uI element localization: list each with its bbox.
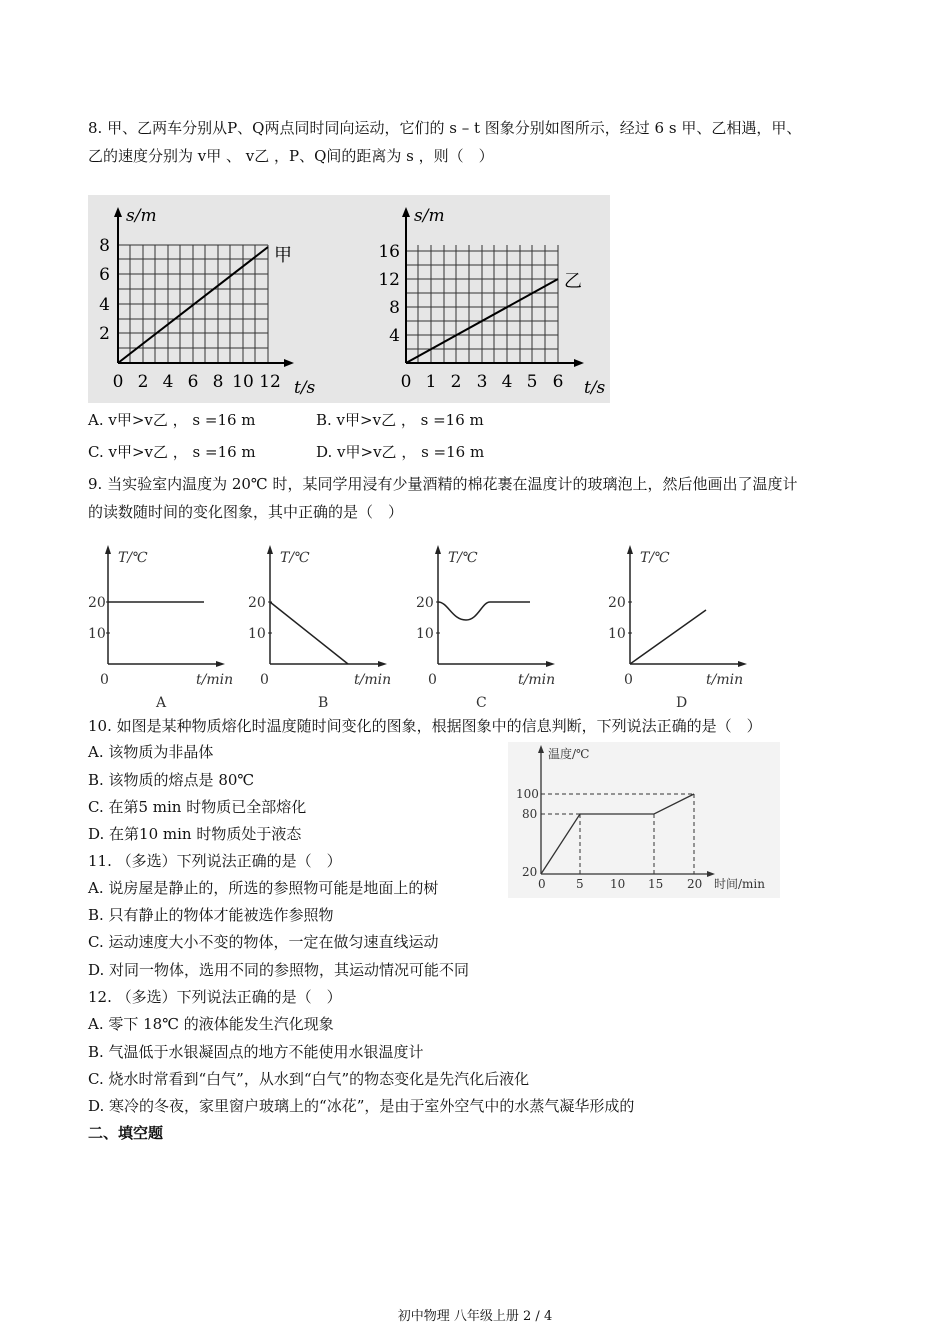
q8-left-ylabel: s/m	[126, 206, 157, 226]
q9-a-ylabel: T/℃	[118, 550, 148, 566]
q12-option-b: B. 气温低于水银凝固点的地方不能使用水银温度计	[88, 1043, 424, 1061]
q11-option-b: B. 只有静止的物体才能被选作参照物	[88, 906, 334, 924]
q11-option-d: D. 对同一物体，选用不同的参照物，其运动情况可能不同	[88, 961, 470, 979]
q9-temperature-graphs	[86, 542, 766, 712]
page-footer: 初中物理 八年级上册 2 / 4	[397, 1309, 553, 1324]
q10-stem: 10. 如图是某种物质熔化时温度随时间变化的图象，根据图象中的信息判断，下列说法正确的是（ ）	[88, 717, 762, 735]
q10-xtick: 0	[538, 877, 546, 891]
q9-c-ylabel: T/℃	[448, 550, 478, 566]
q9-c-ytick-20: 20	[416, 595, 434, 611]
q9-c-panel-label: C	[476, 695, 487, 711]
q9-d-panel-label: D	[676, 695, 688, 711]
q12-option-a: A. 零下 18℃ 的液体能发生汽化现象	[88, 1015, 334, 1033]
q10-melting-graph	[508, 742, 780, 898]
section-heading-fill-in: 二、填空题	[88, 1124, 164, 1142]
q8-option-d: D. v甲>v乙 ， s =16 m	[316, 443, 485, 461]
q10-xtick: 5	[576, 877, 584, 891]
q8-left-ytick: 6	[99, 265, 110, 285]
q8-right-ylabel: s/m	[414, 206, 445, 226]
q9-b-origin: 0	[260, 672, 269, 688]
q8-right-xtick: 3	[476, 372, 488, 392]
q9-a-panel-label: A	[156, 695, 167, 711]
q10-ytick: 100	[516, 787, 539, 801]
q10-xlabel: 时间/min	[714, 877, 765, 891]
q9-b-panel-label: B	[318, 695, 329, 711]
q8-left-xlabel: t/s	[294, 378, 316, 398]
q12-option-d: D. 寒冷的冬夜，家里窗户玻璃上的“冰花”，是由于室外空气中的水蒸气凝华形成的	[88, 1097, 635, 1115]
q9-c-xlabel: t/min	[518, 672, 556, 688]
q11-option-c: C. 运动速度大小不变的物体，一定在做匀速直线运动	[88, 933, 439, 951]
q10-xtick: 20	[687, 877, 703, 891]
q8-left-series-label: 甲	[274, 245, 292, 266]
q8-right-xtick: 6	[552, 372, 564, 392]
q10-xtick: 10	[610, 877, 626, 891]
q9-d-ytick-10: 10	[608, 626, 626, 642]
q10-option-a: A. 该物质为非晶体	[88, 743, 214, 761]
q8-right-xtick: 0	[400, 372, 412, 392]
q10-option-d: D. 在第10 min 时物质处于液态	[88, 825, 302, 843]
q10-ytick: 20	[522, 865, 538, 879]
q10-ylabel: 温度/℃	[548, 747, 590, 761]
q8-right-ytick: 4	[389, 326, 400, 346]
q8-st-graph-figure	[88, 195, 610, 403]
q8-left-xtick: 12	[259, 372, 281, 392]
q8-right-xtick: 2	[450, 372, 462, 392]
q8-right-ytick: 8	[389, 298, 400, 318]
q8-left-ytick: 4	[99, 295, 110, 315]
q8-right-xlabel: t/s	[584, 378, 606, 398]
q8-stem-line2: 乙的速度分别为 v甲 、 v乙 ，P、Q间的距离为 s ，则（ ）	[88, 147, 494, 165]
q9-c-ytick-10: 10	[416, 626, 434, 642]
q8-left-xtick: 6	[187, 372, 199, 392]
q10-ytick: 80	[522, 807, 538, 821]
q10-option-b: B. 该物质的熔点是 80℃	[88, 771, 255, 789]
q8-right-ytick: 16	[378, 242, 400, 262]
q8-left-ytick: 8	[99, 236, 110, 256]
q11-stem: 11. （多选）下列说法正确的是（ ）	[88, 852, 342, 870]
q12-option-c: C. 烧水时常看到“白气”，从水到“白气”的物态变化是先汽化后液化	[88, 1070, 530, 1088]
q9-a-ytick-20: 20	[88, 595, 106, 611]
q9-a-xlabel: t/min	[196, 672, 234, 688]
q8-option-a: A. v甲>v乙 ， s =16 m	[88, 411, 256, 429]
q8-stem-line1: 8. 甲、乙两车分别从P、Q两点同时同向运动，它们的 s – t 图象分别如图所示，经过 6 s 甲、乙相遇，甲、	[88, 119, 802, 137]
q8-right-xtick: 5	[526, 372, 538, 392]
q8-right-xtick: 1	[425, 372, 437, 392]
q8-left-xtick: 4	[162, 372, 174, 392]
q8-left-xtick: 8	[212, 372, 224, 392]
q9-stem-line1: 9. 当实验室内温度为 20℃ 时，某同学用浸有少量酒精的棉花裹在温度计的玻璃泡上，然后他画出了温度计	[88, 475, 798, 493]
q8-right-series-label: 乙	[564, 271, 582, 292]
q12-stem: 12. （多选）下列说法正确的是（ ）	[88, 988, 342, 1006]
q9-d-origin: 0	[624, 672, 633, 688]
q9-a-origin: 0	[100, 672, 109, 688]
q9-d-ylabel: T/℃	[640, 550, 670, 566]
q8-left-xtick: 2	[137, 372, 149, 392]
q9-stem-line2: 的读数随时间的变化图象，其中正确的是（ ）	[88, 503, 404, 521]
q8-right-xtick: 4	[501, 372, 513, 392]
q11-option-a: A. 说房屋是静止的，所选的参照物可能是地面上的树	[88, 879, 439, 897]
q9-b-xlabel: t/min	[354, 672, 392, 688]
q8-option-b: B. v甲>v乙 ， s =16 m	[316, 411, 484, 429]
q8-right-ytick: 12	[378, 270, 400, 290]
q8-left-ytick: 2	[99, 324, 110, 344]
q10-xtick: 15	[648, 877, 664, 891]
q8-option-c: C. v甲>v乙 ， s =16 m	[88, 443, 256, 461]
q10-option-c: C. 在第5 min 时物质已全部熔化	[88, 798, 307, 816]
q9-d-xlabel: t/min	[706, 672, 744, 688]
q9-c-origin: 0	[428, 672, 437, 688]
q8-left-xtick: 0	[112, 372, 124, 392]
q9-b-ytick-10: 10	[248, 626, 266, 642]
q9-b-ytick-20: 20	[248, 595, 266, 611]
q9-a-ytick-10: 10	[88, 626, 106, 642]
q9-b-ylabel: T/℃	[280, 550, 310, 566]
q9-d-ytick-20: 20	[608, 595, 626, 611]
q8-left-xtick: 10	[232, 372, 254, 392]
